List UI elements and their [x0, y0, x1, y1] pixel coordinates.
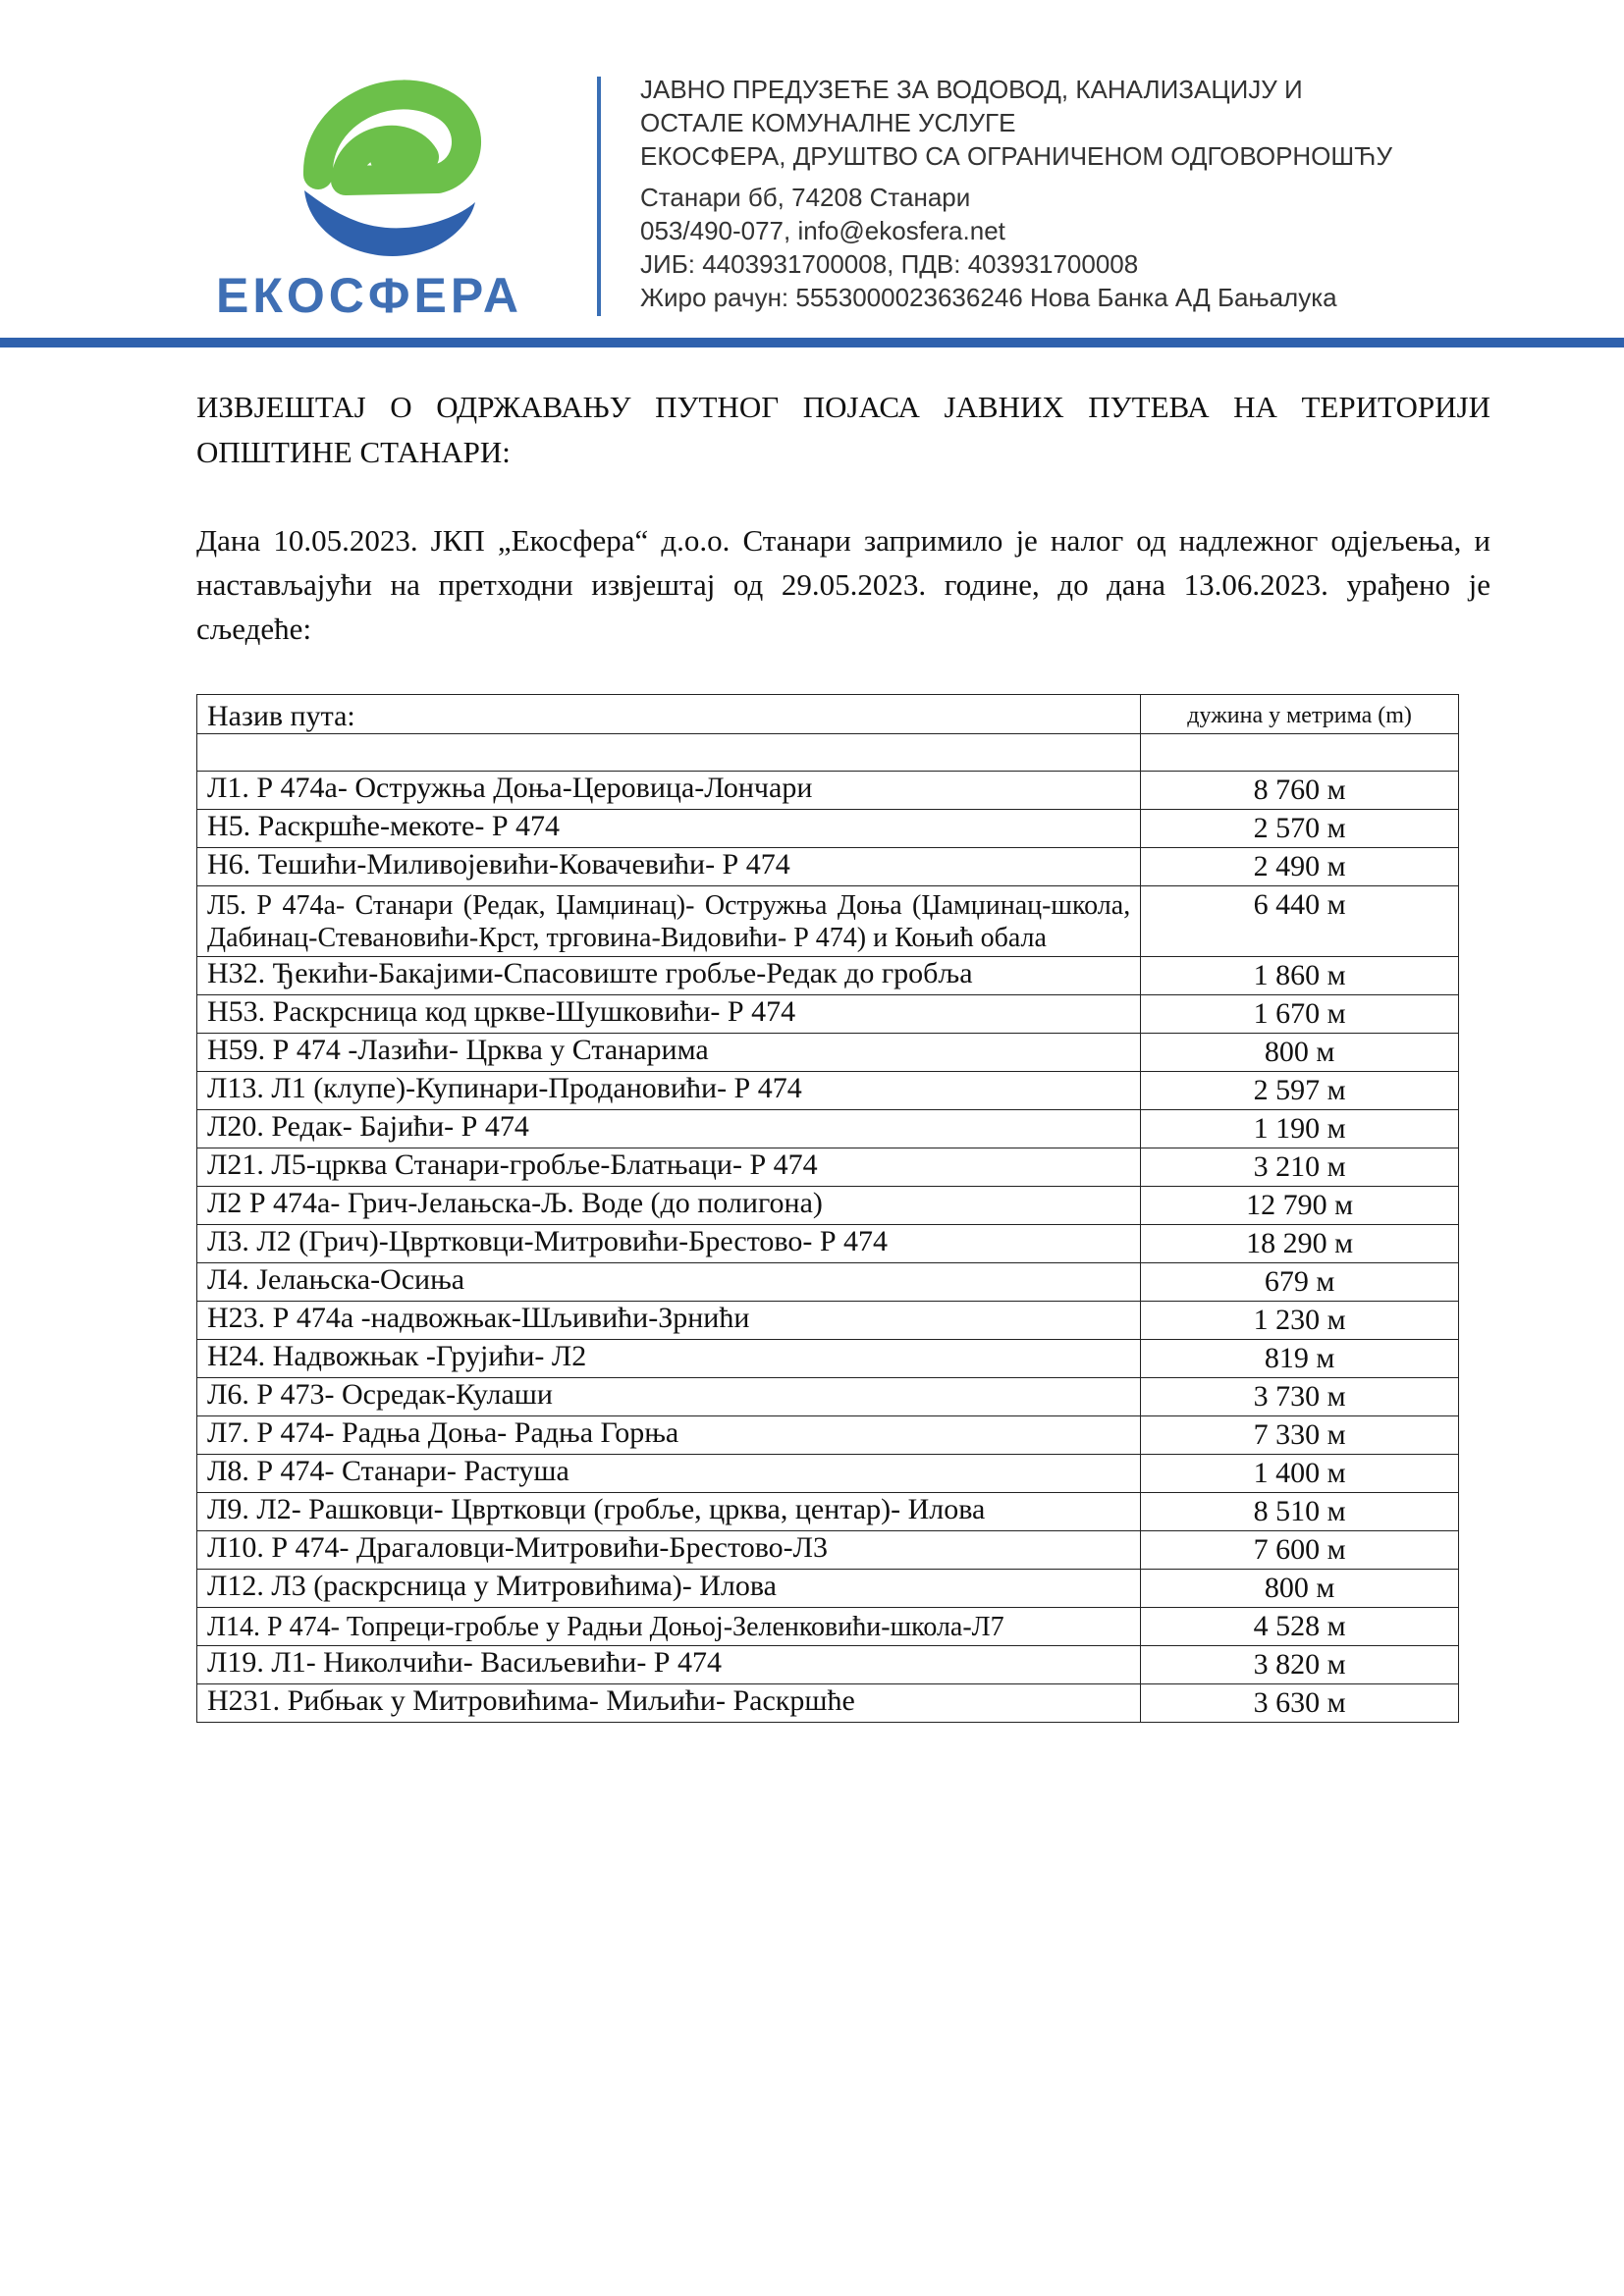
road-name: Н5. Раскршће-мекоте- Р 474 — [197, 810, 1141, 848]
report-intro: Дана 10.05.2023. ЈКП „Екосфера“ д.о.о. Станари запримило је налог од надлежног одјељења, и настављајући на претходни извјештај од 29.05.2023. године, до дана 13.06.2023. урађено је сљедеће: — [196, 523, 1490, 646]
table-row — [197, 1416, 1459, 1455]
road-name: Л20. Редак- Бајићи- Р 474 — [197, 1110, 1141, 1148]
company-bank-account: Жиро рачун: 5553000023636246 Нова Банка АД Бањалука — [640, 283, 1337, 312]
table-row — [197, 886, 1459, 957]
empty-cell — [197, 734, 1141, 772]
table-row — [197, 1455, 1459, 1493]
table-row — [197, 1608, 1459, 1646]
table-row — [197, 1340, 1459, 1378]
road-length: 7 330 м — [1141, 1416, 1459, 1455]
company-tax-ids: ЈИБ: 4403931700008, ПДВ: 403931700008 — [640, 249, 1139, 279]
road-length: 2 597 м — [1141, 1072, 1459, 1110]
table-row — [197, 995, 1459, 1034]
roads-table — [196, 694, 1459, 1723]
road-name: Н53. Раскрсница код цркве-Шушковићи- Р 474 — [197, 995, 1141, 1034]
road-length: 3 730 м — [1141, 1378, 1459, 1416]
table-row — [197, 1684, 1459, 1723]
road-length: 8 760 м — [1141, 772, 1459, 810]
road-name: Л10. Р 474- Драгаловци-Митровићи-Брестово-Л3 — [197, 1531, 1141, 1570]
road-length: 679 м — [1141, 1263, 1459, 1302]
road-length: 1 860 м — [1141, 957, 1459, 995]
letterhead — [0, 0, 1624, 353]
table-row — [197, 1646, 1459, 1684]
table-row — [197, 1110, 1459, 1148]
table-row — [197, 1034, 1459, 1072]
road-length: 6 440 м — [1141, 886, 1459, 957]
road-name: Л21. Л5-црква Станари-гробље-Блатњаци- Р 474 — [197, 1148, 1141, 1187]
table-row — [197, 1263, 1459, 1302]
table-row — [197, 1302, 1459, 1340]
company-contact: 053/490-077, info@ekosfera.net — [640, 216, 1005, 245]
company-name-line-2: ОСТАЛЕ КОМУНАЛНЕ УСЛУГЕ — [640, 108, 1016, 137]
table-row — [197, 848, 1459, 886]
table-row — [197, 1072, 1459, 1110]
table-row — [197, 957, 1459, 995]
road-length: 2 570 м — [1141, 810, 1459, 848]
table-row — [197, 1493, 1459, 1531]
road-name: Л1. Р 474а- Остружња Доња-Церовица-Лончари — [197, 772, 1141, 810]
table-row — [197, 1148, 1459, 1187]
table-row — [197, 1225, 1459, 1263]
road-name: Н231. Рибњак у Митровићима- Миљићи- Раскршће — [197, 1684, 1141, 1723]
company-address: Станари бб, 74208 Станари — [640, 183, 971, 212]
road-length: 1 190 м — [1141, 1110, 1459, 1148]
road-name: Н32. Ђекићи-Бакајими-Спасовиште гробље-Редак до гробља — [197, 957, 1141, 995]
header-divider — [597, 77, 601, 316]
empty-cell — [1141, 734, 1459, 772]
table-header-row — [197, 695, 1459, 734]
road-name: Л13. Л1 (клупе)-Купинари-Продановићи- Р 474 — [197, 1072, 1141, 1110]
road-name: Н23. Р 474а -надвожњак-Шљивићи-Зрнићи — [197, 1302, 1141, 1340]
road-length: 7 600 м — [1141, 1531, 1459, 1570]
road-length: 18 290 м — [1141, 1225, 1459, 1263]
company-name-line-1: ЈАВНО ПРЕДУЗЕЋЕ ЗА ВОДОВОД, КАНАЛИЗАЦИЈУ И — [640, 75, 1303, 104]
road-length: 800 м — [1141, 1570, 1459, 1608]
header-road-name: Назив пута: — [197, 695, 1141, 734]
ekosfera-logo-icon — [291, 73, 487, 269]
road-length: 3 820 м — [1141, 1646, 1459, 1684]
road-name: Л19. Л1- Николчићи- Васиљевићи- Р 474 — [197, 1646, 1141, 1684]
road-length: 3 630 м — [1141, 1684, 1459, 1723]
table-row — [197, 1570, 1459, 1608]
table-row — [197, 1531, 1459, 1570]
header-rule — [0, 338, 1624, 347]
road-name: Л14. Р 474- Топреци-гробље у Радњи Доњој-Зеленковићи-школа-Л7 — [197, 1608, 1141, 1646]
road-length: 2 490 м — [1141, 848, 1459, 886]
table-empty-row — [197, 734, 1459, 772]
road-name: Н59. Р 474 -Лазићи- Црква у Станарима — [197, 1034, 1141, 1072]
road-name: Н6. Тешићи-Миливојевићи-Ковачевићи- Р 474 — [197, 848, 1141, 886]
road-length: 4 528 м — [1141, 1608, 1459, 1646]
road-name: Л2 Р 474а- Грич-Јелањска-Љ. Воде (до полигона) — [197, 1187, 1141, 1225]
road-name: Л5. Р 474а- Станари (Редак, Џамџинац)- Остружња Доња (Џамџинац-школа, Дабинац-Стевановићи-Крст, трговина-Видовићи- Р 474) и Коњић обала — [197, 886, 1141, 957]
company-details — [640, 73, 1583, 314]
road-name: Л9. Л2- Рашковци- Цвртковци (гробље, црква, центар)- Илова — [197, 1493, 1141, 1531]
road-length: 3 210 м — [1141, 1148, 1459, 1187]
road-name: Л4. Јелањска-Осиња — [197, 1263, 1141, 1302]
table-row — [197, 810, 1459, 848]
road-length: 1 670 м — [1141, 995, 1459, 1034]
header-length: дужина у метрима (m) — [1141, 695, 1459, 734]
road-name: Н24. Надвожњак -Грујићи- Л2 — [197, 1340, 1141, 1378]
road-length: 8 510 м — [1141, 1493, 1459, 1531]
road-name: Л8. Р 474- Станари- Растуша — [197, 1455, 1141, 1493]
road-length: 800 м — [1141, 1034, 1459, 1072]
table-row — [197, 1378, 1459, 1416]
company-legal-name: ЕКОСФЕРА, ДРУШТВО СА ОГРАНИЧЕНОМ ОДГОВОРНОШЋУ — [640, 141, 1392, 171]
road-name: Л7. Р 474- Радња Доња- Радња Горња — [197, 1416, 1141, 1455]
table-row — [197, 1187, 1459, 1225]
road-name: Л3. Л2 (Грич)-Цвртковци-Митровићи-Брестово- Р 474 — [197, 1225, 1141, 1263]
table-row — [197, 772, 1459, 810]
road-name: Л6. Р 473- Осредак-Кулаши — [197, 1378, 1141, 1416]
road-length: 1 230 м — [1141, 1302, 1459, 1340]
logo-wordmark: ЕКОСФЕРА — [216, 268, 522, 323]
report-title: ИЗВЈЕШТАЈ О ОДРЖАВАЊУ ПУТНОГ ПОЈАСА ЈАВНИХ ПУТЕВА НА ТЕРИТОРИЈИ ОПШТИНЕ СТАНАРИ: — [196, 390, 1490, 469]
road-name: Л12. Л3 (раскрсница у Митровићима)- Илова — [197, 1570, 1141, 1608]
road-length: 12 790 м — [1141, 1187, 1459, 1225]
road-length: 819 м — [1141, 1340, 1459, 1378]
road-length: 1 400 м — [1141, 1455, 1459, 1493]
